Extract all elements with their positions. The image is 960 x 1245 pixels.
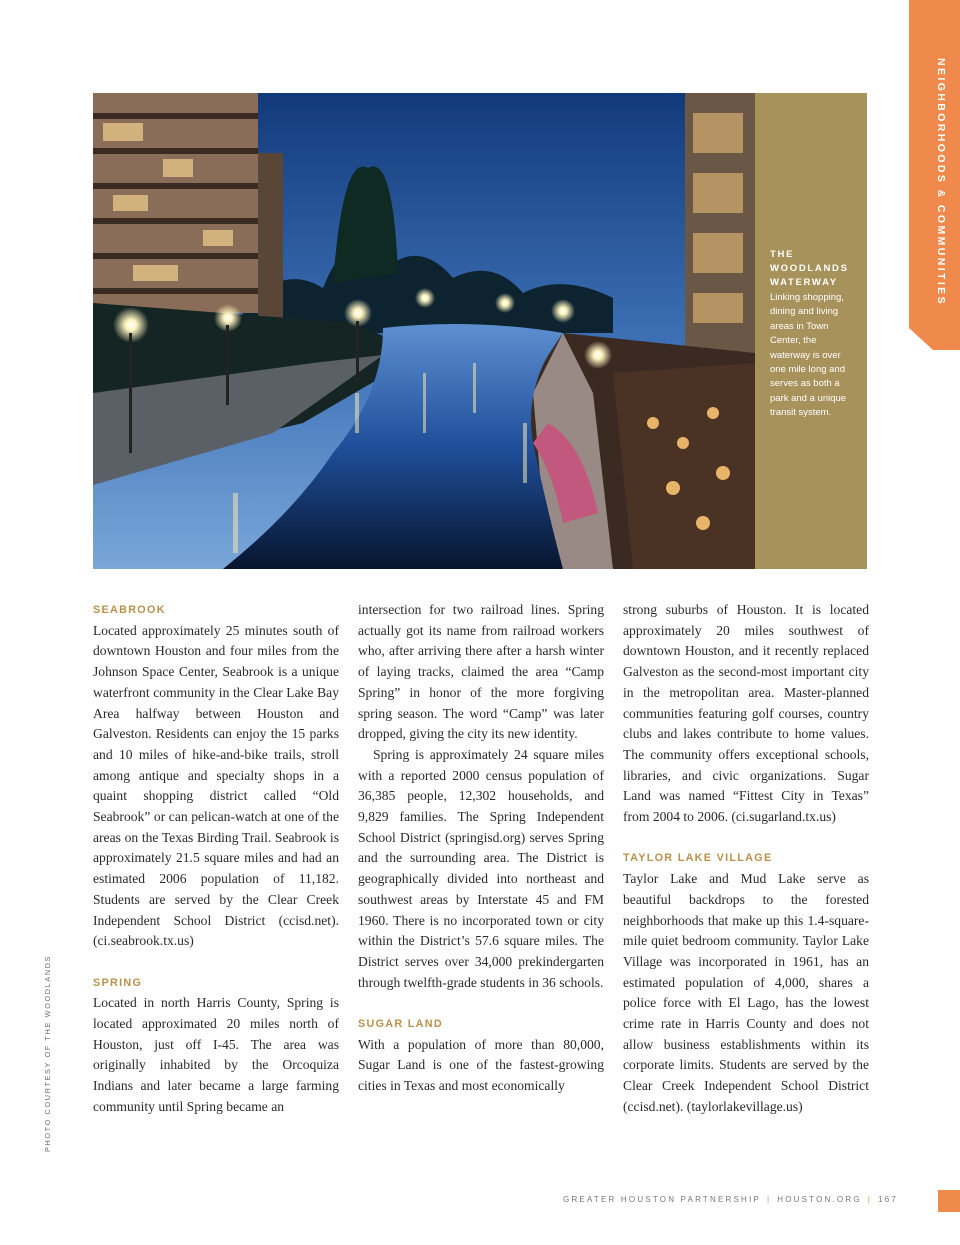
photo-credit: PHOTO COURTESY OF THE WOODLANDS (43, 954, 52, 1152)
section-heading-taylor-lake-village: TAYLOR LAKE VILLAGE (623, 852, 773, 865)
footer-tab-marker (938, 1190, 960, 1212)
footer-site: HOUSTON.ORG (777, 1195, 862, 1204)
caption-title-line: WATERWAY (770, 277, 838, 288)
footer-org: GREATER HOUSTON PARTNERSHIP (563, 1195, 761, 1204)
spring-body-part3: Spring is approximately 24 square miles with a reported 2000 census population of 36,385 people, 12,302 households, and 9,829 families. The Spring Independent School District (springisd.org) serves Spring and the surrounding area. The District is geographically divided into northeast and southwest areas by Interstate 45 and FM 1960. There is no incorporated town or city within the District’s 57.6 square miles. The District serves over 34,000 prekindergarten through twelfth-grade students in 36 schools. (358, 746, 604, 990)
spring-body-part2: intersection for two railroad lines. Spring actually got its name from railroad workers who, after arriving there after a harsh winter of laying tracks, claimed the area “Camp Spring” in honor of the more forgiving spring season. The word “Camp” was later dropped, giving the city its new identity. (358, 602, 604, 742)
footer-separator: | (766, 1195, 772, 1204)
sugar-land-body-part1: With a population of more than 80,000, Sugar Land is one of the fastest-growing cities in Texas and most economically (358, 1036, 604, 1094)
column-3 (623, 600, 869, 1118)
woodlands-waterway-photo (93, 93, 755, 569)
seabrook-body: Located approximately 25 minutes south of downtown Houston and four miles from the Johnson Space Center, Seabrook is a unique waterfront community in the Clear Lake Bay Area halfway between Houston and Galveston. Residents can enjoy the 15 parks and 10 miles of hike-and-bike trails, stroll among antique and specialty shops in a quaint shopping district called “Old Seabrook” or can pelican-watch at one of the areas on the Texas Birding Trail. Seabrook is approximately 21.5 square miles and had an estimated 2006 population of 11,182. Students are served by the Clear Creek Independent School District (ccisd.net). (ci.seabrook.tx.us) (93, 622, 339, 949)
page-footer (540, 1195, 898, 1204)
spring-body-part1: Located in north Harris County, Spring is located approximated 20 miles north of Houston, just off I-45. The area was originally inhabited by the Orcoquiza Indians and later became a large farming community until Spring became an (93, 995, 339, 1114)
caption-body: Linking shopping, dining and living areas in Town Center, the waterway is over one mile long and serves as both a park and a unique transit system. (770, 292, 847, 419)
section-heading-sugar-land: SUGAR LAND (358, 1018, 443, 1031)
section-tab-label: NEIGHBORHOODS & COMMUNITIES (935, 58, 947, 306)
page-number: 167 (878, 1195, 898, 1204)
photo-caption (755, 93, 867, 569)
caption-title-line: THE (770, 249, 795, 260)
column-2 (358, 600, 604, 1097)
column-1 (93, 600, 339, 1118)
caption-title-line: WOODLANDS (770, 263, 849, 274)
section-heading-seabrook: SEABROOK (93, 604, 166, 616)
taylor-lake-body: Taylor Lake and Mud Lake serve as beautiful backdrops to the forested neighborhoods that make up this 1.4-square-mile quiet bedroom community. Taylor Lake Village was incorporated in 1961, has an estimated population of 4,000, shares a police force with El Lago, has the lowest crime rate in Harris County and does not allow business establishments within its corporate limits. Students are served by the Clear Creek Independent School District (ccisd.net). (taylorlakevillage.us) (623, 871, 869, 1114)
caption-title (770, 248, 857, 290)
sugar-land-body-part2: strong suburbs of Houston. It is located approximately 20 miles southwest of downtown Houston, and it recently replaced Galveston as the second-most important city in the metropolitan area. Master-planned communities featuring golf courses, country clubs and lakes contribute to home values. The community offers exceptional schools, libraries, and civic organizations. Sugar Land was named “Fittest City in Texas” from 2004 to 2006. (ci.sugarland.tx.us) (623, 602, 869, 825)
footer-separator: | (867, 1195, 873, 1204)
section-heading-spring: SPRING (93, 976, 143, 989)
